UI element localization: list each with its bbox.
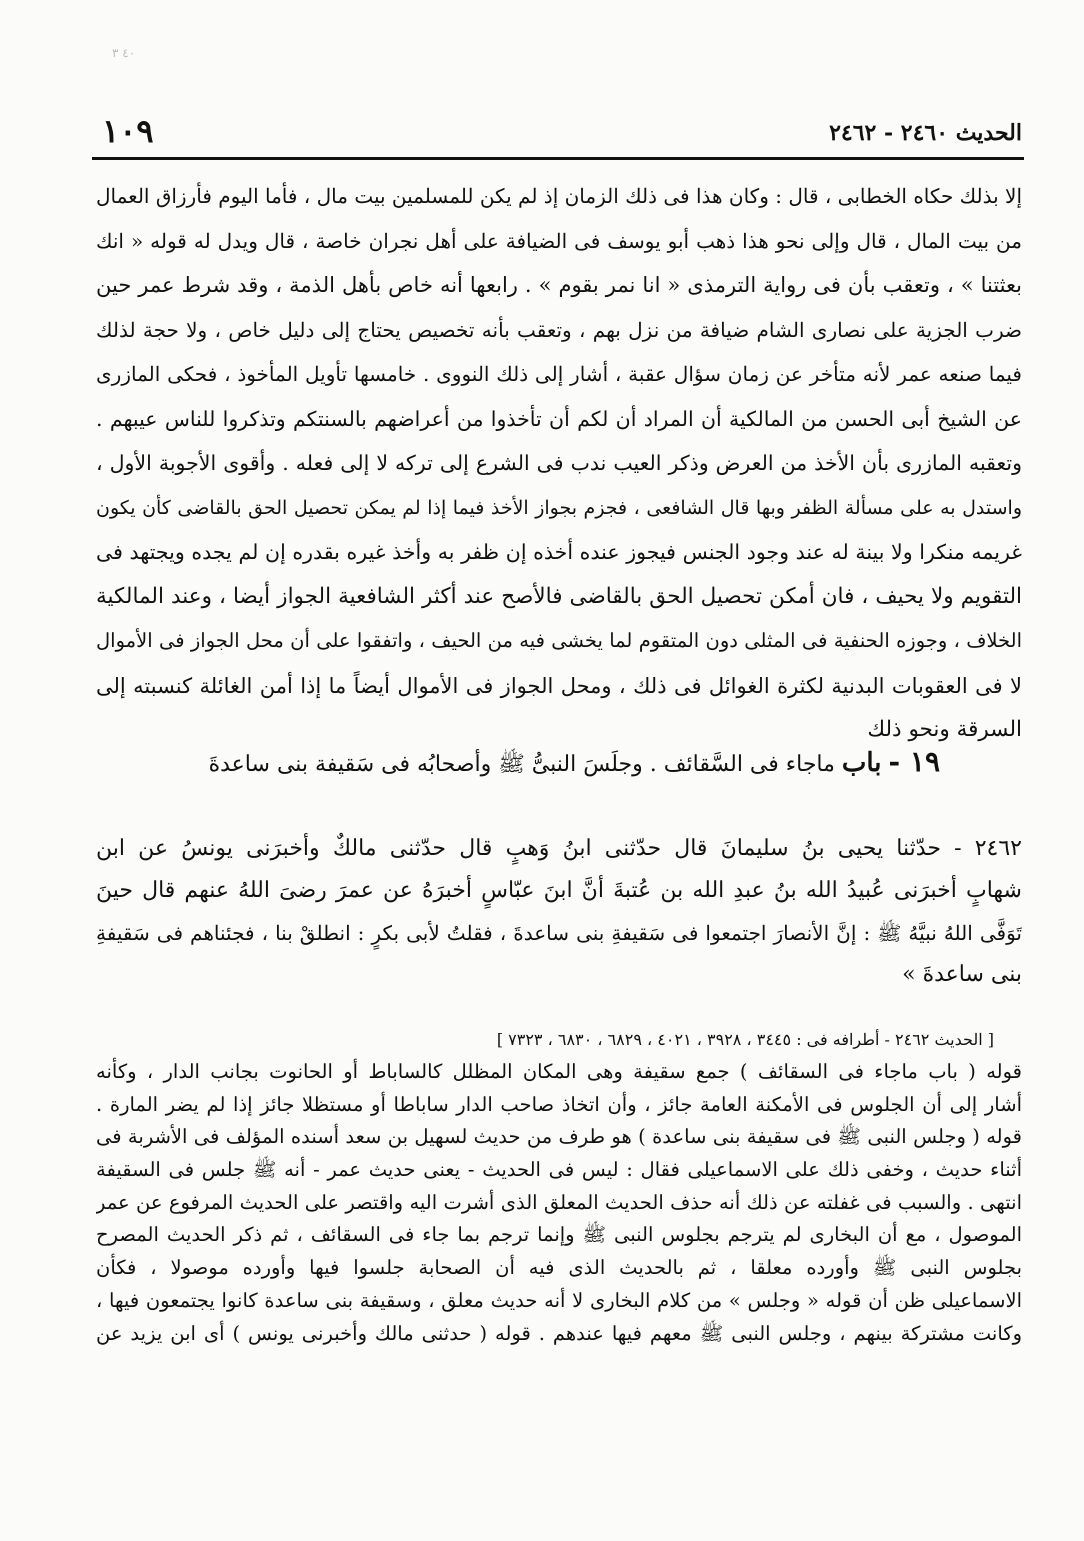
page-header	[96, 112, 1022, 162]
text-line: من بيت المال ، قال وإلى نحو هذا ذهب أبو يوسف فى الضيافة على أهل نجران خاصة ، قال ويدل له قوله « انك	[96, 228, 1022, 253]
text-line: وتعقبه المازرى بأن الأخذ من العرض وذكر العيب ندب فى الشرع إلى تركه لا إلى فعله . وأقوى الأجوبة الأول ،	[96, 451, 1022, 475]
chapter-title: ماجاء فى السَّقائف . وجلَسَ النبىُّ ﷺ وأصحابُه فى سَقيفة بنى ساعدةَ	[208, 752, 835, 777]
text-line: انتهى . والسبب فى غفلته عن ذلك أنه حذف الحديث المعلق الذى أشرت اليه واقتصر على الحديث المرفوع عن عمر	[96, 1190, 1022, 1214]
text-line: أثناء حديث ، وخفى ذلك على الاسماعيلى فقال : ليس فى الحديث - يعنى حديث عمر - أنه ﷺ جلس فى السقيفة	[96, 1158, 1022, 1182]
text-line: الموصول ، مع أن البخارى لم يترجم بجلوس النبى ﷺ وإنما ترجم بما جاء فى السقائف ، ثم ذكر الحديث المصرح	[96, 1223, 1022, 1247]
running-title: الحديث ٢٤٦٠ - ٢٤٦٢	[829, 120, 1022, 146]
hadith-text	[96, 828, 1022, 996]
corner-mark: ٤٠ ٣	[112, 46, 136, 60]
text-line: وكانت مشتركة بينهم ، وجلس النبى ﷺ معهم فيها عندهم . قوله ( حدثنى مالك وأخبرنى يونس ) أى ابن يزيد عن	[96, 1321, 1022, 1345]
text-line: الاسماعيلى ظن أن قوله « وجلس » من كلام البخارى لا أنه حديث معلق ، وسقيفة بنى ساعدة كانوا يجتمعون فيها ،	[96, 1288, 1022, 1312]
text-line: ضرب الجزية على نصارى الشام ضيافة من نزل بهم ، وتعقب بأنه تخصيص يحتاج إلى دليل خاص ، ولا حجة لذلك	[96, 317, 1022, 342]
text-line: غريمه منكرا ولا بينة له عند وجود الجنس فيجوز عنده أخذه إن ظفر به وأخذ غيره بقدره إن لم يجده ويجتهد فى	[96, 540, 1022, 564]
header-rule	[92, 157, 1024, 160]
text-line: لا فى العقوبات البدنية لكثرة الغوائل فى ذلك ، ومحل الجواز فى الأموال أيضاً ما إذا أمن الغائلة كنسبته إلى	[96, 673, 1022, 698]
text-line: قوله ( وجلس النبى ﷺ فى سقيفة بنى ساعدة ) هو طرف من حديث لسهيل بن سعد أسنده المؤلف فى الأشربة فى	[96, 1125, 1022, 1149]
text-line: السرقة ونحو ذلك	[867, 717, 1022, 742]
page-number: ١٠٩	[102, 112, 154, 150]
hadith-line: ٢٤٦٢ - حدّثنا يحيى بنُ سليمانَ قال حدّثنى ابنُ وَهبٍ قال حدّثنى مالكٌ وأخبرَنى يونسُ عن ابن	[96, 836, 1022, 861]
text-line: بعثتنا » ، وتعقب بأن فى رواية الترمذى « انا نمر بقوم » . رابعها أنه خاص بأهل الذمة ، وقد شرط عمر حين	[96, 273, 1022, 297]
text-line: بجلوس النبى ﷺ وأورده معلقا ، ثم بالحديث الذى فيه أن الصحابة جلسوا فيها وأورده موصولا ، فكأن	[96, 1256, 1022, 1280]
chapter-number: ١٩ -	[888, 745, 940, 778]
takhrij-note: [ الحديث ٢٤٦٢ - أطرافه فى : ٣٤٤٥ ، ٣٩٢٨ ، ٤٠٢١ ، ٦٨٢٩ ، ٦٨٣٠ ، ٧٣٢٣ ]	[496, 1030, 994, 1049]
hadith-line: تَوَفَّى اللهُ نبيَّهُ ﷺ : إنَّ الأنصارَ اجتمعوا فى سَقيفةِ بنى ساعدةَ ، فقلتُ لأبى بكرٍ : انطلقْ بنا ، فجئناهم فى سَقيفةِ	[96, 921, 1022, 945]
text-line: التقويم ولا يحيف ، فان أمكن تحصيل الحق بالقاضى فالأصح عند أكثر الشافعية الجواز أيضا ، وعند المالكية	[96, 583, 1022, 609]
text-line: عن الشيخ أبى الحسن من المالكية أن المراد أن لكم أن تأخذوا من أعراضهم بالسنتكم وتذكروا للناس عيبهم .	[96, 406, 1022, 431]
hadith-line: بنى ساعدةَ »	[902, 962, 1022, 987]
text-line: إلا بذلك حكاه الخطابى ، قال : وكان هذا فى ذلك الزمان إذ لم يكن للمسلمين بيت مال ، فأما اليوم فأرزاق العمال	[96, 184, 1022, 208]
text-line: الخلاف ، وجوزه الحنفية فى المثلى دون المتقوم لما يخشى فيه من الحيف ، واتفقوا على أن محل الجواز فى الأموال	[96, 629, 1022, 652]
chapter-heading	[200, 742, 940, 785]
hadith-line: شهابٍ أخبرَنى عُبيدُ الله بنُ عبدِ الله بن عُتبةَ أنَّ ابنَ عبّاسٍ أخبرَهُ عن عمرَ رضىَ اللهُ عنهم قال حينَ	[96, 878, 1022, 903]
chapter-bab: باب	[841, 748, 882, 778]
text-line: قوله ( باب ماجاء فى السقائف ) جمع سقيفة وهى المكان المظلل كالساباط أو الحانوت بجانب الدار ، وكأنه	[96, 1060, 1022, 1083]
text-line: فيما صنعه عمر لأنه متأخر عن زمان سؤال عقبة ، أشار إلى ذلك النووى . خامسها تأويل المأخوذ ، فحكى المازرى	[96, 362, 1022, 386]
text-line: واستدل به على مسألة الظفر وبها قال الشافعى ، فجزم بجواز الأخذ فيما إذا لم يمكن تحصيل الحق بالقاضى كأن يكون	[96, 496, 1022, 519]
text-line: أشار إلى أن الجلوس فى الأمكنة العامة جائز ، وأن اتخاذ صاحب الدار ساباطا أو مستظلا جائز إذا لم يضر المارة .	[96, 1092, 1022, 1116]
commentary-top	[96, 174, 1022, 753]
commentary-bottom	[96, 1056, 1022, 1350]
